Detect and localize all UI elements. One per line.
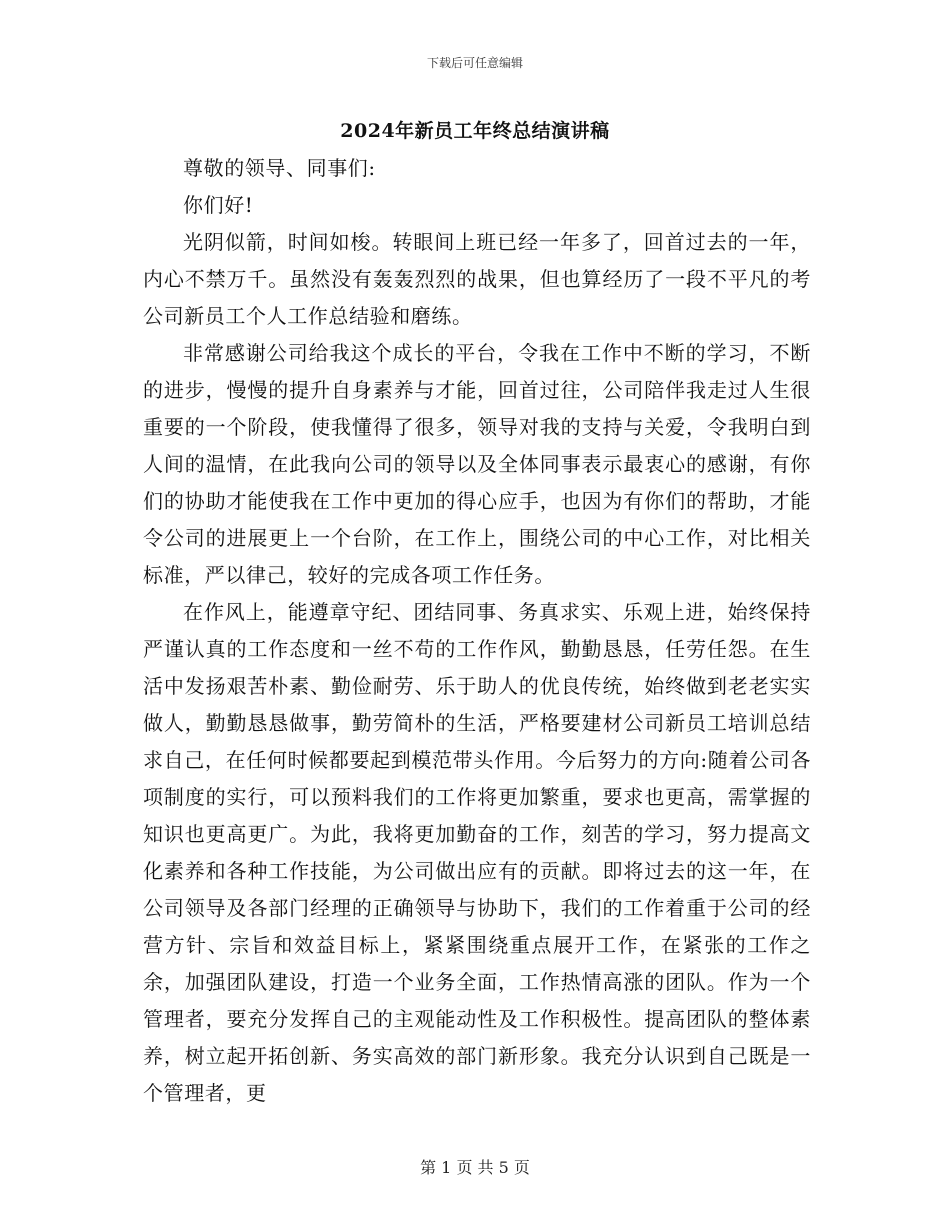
greeting: 你们好! <box>183 193 254 217</box>
salutation: 尊敬的领导、同事们: <box>183 156 376 180</box>
header-note: 下载后可任意编辑 <box>426 56 523 70</box>
body-paragraph: 在作风上，能遵章守纪、团结同事、务真求实、乐观上进，始终保持严谨认真的工作态度和一丝不苟的工作作风，勤勤恳恳，任劳任怨。在生活中发扬艰苦朴素、勤俭耐劳、乐于助人的优良传统，始终做到老老实实做人，勤勤恳恳做事，勤劳简朴的生活，严格要建材公司新员工培训总结求自己，在任何时候都要起到模范带头作用。今后努力的方向:随着公司各项制度的实行，可以预料我们的工作将更加繁重，要求也更高，需掌握的知识也更高更广。为此，我将更加勤奋的工作，刻苦的学习，努力提高文化素养和各种工作技能，为公司做出应有的贡献。即将过去的这一年，在公司领导及各部门经理的正确领导与协助下，我们的工作着重于公司的经营方针、宗旨和效益目标上，紧紧围绕重点展开工作，在紧张的工作之余，加强团队建设，打造一个业务全面，工作热情高涨的团队。作为一个管理者，要充分发挥自己的主观能动性及工作积极性。提高团队的整体素养，树立起开拓创新、务实高效的部门新形象。我充分认识到自己既是一个管理者，更 <box>143 600 811 1105</box>
body-paragraph: 非常感谢公司给我这个成长的平台，令我在工作中不断的学习，不断的进步，慢慢的提升自身素养与才能，回首过往，公司陪伴我走过人生很重要的一个阶段，使我懂得了很多，领导对我的支持与关爱，令我明白到人间的温情，在此我向公司的领导以及全体同事表示最衷心的感谢，有你们的协助才能使我在工作中更加的得心应手，也因为有你们的帮助，才能令公司的进展更上一个台阶，在工作上，围绕公司的中心工作，对比相关标准，严以律己，较好的完成各项工作任务。 <box>143 341 811 587</box>
body-paragraph: 光阴似箭，时间如梭。转眼间上班已经一年多了，回首过去的一年，内心不禁万千。虽然没有轰轰烈烈的战果，但也算经历了一段不平凡的考公司新员工个人工作总结验和磨练。 <box>143 230 811 328</box>
document-title: 2024年新员工年终总结演讲稿 <box>340 120 610 142</box>
page-number: 第 1 页 共 5 页 <box>420 1158 530 1177</box>
document-body <box>143 150 811 1112</box>
